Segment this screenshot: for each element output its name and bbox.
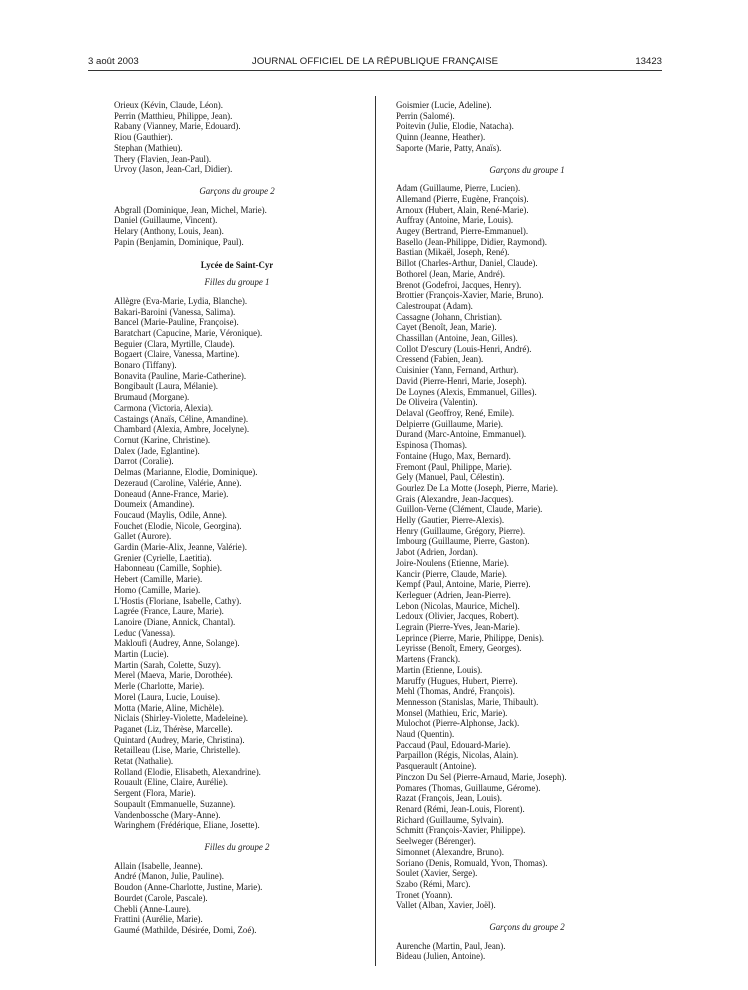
list-item: Bongibault (Laura, Mélanie). [114, 381, 218, 392]
list-item: Lebon (Nicolas, Maurice, Michel). [396, 600, 520, 611]
list-item: Augey (Bertrand, Pierre-Emmanuel). [396, 226, 529, 237]
list-item: Pasquerault (Antoine). [396, 761, 477, 772]
list-item: Bonaro (Tiffany). [114, 360, 177, 371]
list-item: Chebli (Anne-Laure). [114, 903, 191, 914]
list-item: Leprince (Pierre, Marie, Philippe, Denis). [396, 632, 544, 643]
list-item: Chambard (Alexia, Ambre, Jocelyne). [114, 424, 250, 435]
list-item: Gaumé (Mathilde, Désirée, Domi, Zoé). [114, 924, 257, 935]
list-item: Adam (Guillaume, Pierre, Lucien). [396, 183, 521, 194]
list-item: Legrain (Pierre-Yves, Jean-Marie). [396, 622, 520, 633]
list-item: Homo (Camille, Marie). [114, 584, 201, 595]
list-item: Hebert (Camille, Marie). [114, 574, 203, 585]
list-item: Perrin (Matthieu, Philippe, Jean). [114, 110, 233, 121]
list-item: Cassagne (Johann, Christian). [396, 311, 502, 322]
list-item: Brenot (Godefroi, Jacques, Henry). [396, 279, 522, 290]
list-item: Basello (Jean-Philippe, Didier, Raymond). [396, 236, 547, 247]
list-item: Martens (Franck). [396, 654, 461, 665]
list-item: Frattini (Aurélie, Marie). [114, 914, 203, 925]
list-item: Leyrisse (Benoît, Emery, Georges). [396, 643, 522, 654]
list-item: Doneaud (Anne-France, Marie). [114, 488, 229, 499]
list-item: Tronet (Yoann). [396, 889, 453, 900]
list-item: Delaval (Geoffroy, René, Emile). [396, 407, 515, 418]
list-item: Quinn (Jeanne, Heather). [396, 132, 486, 143]
list-item: Fouchet (Elodie, Nicole, Georgina). [114, 520, 242, 531]
list-item: Simonnet (Alexandre, Bruno). [396, 846, 504, 857]
list-item: Guillon-Verne (Clément, Claude, Marie). [396, 504, 543, 515]
list-item: Dalex (Jade, Eglantine). [114, 445, 200, 456]
list-item: Soulet (Xavier, Serge). [396, 868, 478, 879]
list-item: Habonneau (Camille, Sophie). [114, 563, 222, 574]
group-heading: Garçons du groupe 2 [199, 185, 275, 196]
list-item: Martin (Lucie). [114, 649, 169, 660]
list-item: Calestroupat (Adam). [396, 300, 473, 311]
list-item: Jabot (Adrien, Jordan). [396, 547, 478, 558]
list-item: Parpaillon (Régis, Nicolas, Alain). [396, 750, 519, 761]
list-item: Abgrall (Dominique, Jean, Michel, Marie). [114, 204, 267, 215]
list-item: Monsel (Mathieu, Eric, Marie). [396, 707, 508, 718]
group-heading: Garçons du groupe 2 [489, 922, 565, 933]
list-item: Papin (Benjamin, Dominique, Paul). [114, 236, 244, 247]
list-item: Grenier (Cyrielle, Laetitia). [114, 552, 212, 563]
list-item: Doumeix (Amandine). [114, 499, 195, 510]
list-item: Gely (Manuel, Paul, Célestin). [396, 472, 505, 483]
list-item: Morel (Laura, Lucie, Louise). [114, 691, 220, 702]
list-item: Schmitt (François-Xavier, Philippe). [396, 825, 526, 836]
list-item: Stephan (Mathieu). [114, 142, 183, 153]
column-divider [375, 96, 376, 966]
list-item: Beguier (Clara, Myrtille, Claude). [114, 338, 235, 349]
list-item: Cornut (Karine, Christine). [114, 434, 211, 445]
list-item: Lanoire (Diane, Annick, Chantal). [114, 616, 236, 627]
list-item: Gallet (Aurore). [114, 531, 172, 542]
list-item: Bothorel (Jean, Marie, André). [396, 268, 505, 279]
list-item: Bancel (Marie-Pauline, Françoise). [114, 317, 239, 328]
list-item: Pinczon Du Sel (Pierre-Arnaud, Marie, Joseph). [396, 771, 567, 782]
list-item: Perrin (Salomé). [396, 110, 455, 121]
list-item: Martin (Etienne, Louis). [396, 664, 483, 675]
list-item: Cuisinier (Yann, Fernand, Arthur). [396, 365, 519, 376]
page-number: 13423 [635, 56, 662, 67]
list-item: L'Hostis (Floriane, Isabelle, Cathy). [114, 595, 242, 606]
list-item: Goismier (Lucie, Adeline). [396, 100, 492, 110]
list-item: Bastian (Mikaël, Joseph, René). [396, 247, 510, 258]
list-item: Helary (Anthony, Louis, Jean). [114, 226, 224, 237]
header-rule [88, 70, 662, 71]
list-item: Brottier (François-Xavier, Marie, Bruno). [396, 290, 544, 301]
list-item: Vandenbossche (Mary-Anne). [114, 809, 221, 820]
list-item: Saporte (Marie, Patty, Anaïs). [396, 142, 502, 153]
list-item: Bakari-Baroini (Vanessa, Salima). [114, 306, 236, 317]
list-item: Poitevin (Julie, Elodie, Natacha). [396, 121, 514, 132]
list-item: Makloufi (Audrey, Anne, Solange). [114, 638, 240, 649]
list-item: Retat (Nathalie). [114, 756, 174, 767]
list-item: Merle (Charlotte, Marie). [114, 681, 205, 692]
list-item: Foucaud (Maylis, Odile, Anne). [114, 509, 227, 520]
list-item: Durand (Marc-Antoine, Emmanuel). [396, 429, 527, 440]
list-item: Thery (Flavien, Jean-Paul). [114, 153, 212, 164]
list-item: Darrot (Coralie). [114, 456, 174, 467]
school-heading: Lycée de Saint-Cyr [200, 260, 274, 271]
list-item: Gardin (Marie-Alix, Jeanne, Valérie). [114, 542, 247, 553]
list-item: Billot (Charles-Arthur, Daniel, Claude). [396, 258, 538, 269]
list-item: Richard (Guillaume, Sylvain). [396, 814, 504, 825]
list-item: Castaings (Anaïs, Céline, Amandine). [114, 413, 249, 424]
list-item: Cressend (Fabien, Jean). [396, 354, 484, 365]
list-item: Baratchart (Capucine, Marie, Véronique). [114, 327, 263, 338]
list-item: Kempf (Paul, Antoine, Marie, Pierre). [396, 579, 531, 590]
list-item: Quintard (Audrey, Marie, Christina). [114, 734, 245, 745]
list-item: Grais (Alexandre, Jean-Jacques). [396, 493, 514, 504]
list-item: Mennesson (Stanislas, Marie, Thibault). [396, 696, 539, 707]
list-item: Soupault (Emmanuelle, Suzanne). [114, 798, 236, 809]
list-item: Waringhem (Frédérique, Eliane, Josette). [114, 820, 260, 831]
list-item: Paccaud (Paul, Edouard-Marie). [396, 739, 511, 750]
left-column [114, 100, 360, 936]
list-item: Carmona (Victoria, Alexia). [114, 402, 214, 413]
list-item: Bogaert (Claire, Vanessa, Martine). [114, 349, 240, 360]
list-item: Paganet (Liz, Thérèse, Marcelle). [114, 723, 233, 734]
list-item: Dezeraud (Caroline, Valérie, Anne). [114, 477, 242, 488]
list-item: Boudon (Anne-Charlotte, Justine, Marie). [114, 882, 263, 893]
list-item: Riou (Gauthier). [114, 132, 173, 143]
list-item: Gourlez De La Motte (Joseph, Pierre, Marie). [396, 482, 558, 493]
list-item: Razat (François, Jean, Louis). [396, 793, 502, 804]
list-item: Allègre (Eva-Marie, Lydia, Blanche). [114, 295, 248, 306]
list-item: Merel (Maeva, Marie, Dorothée). [114, 670, 233, 681]
page-header [88, 56, 662, 68]
list-item: Arnoux (Hubert, Alain, René-Marie). [396, 204, 529, 215]
list-item: Rabany (Vianney, Marie, Edouard). [114, 121, 241, 132]
list-item: Auffray (Antoine, Marie, Louis). [396, 215, 514, 226]
list-item: Renard (Rémi, Jean-Louis, Florent). [396, 804, 525, 814]
list-item: Lagrée (France, Laure, Marie). [114, 606, 224, 617]
list-item: Cayet (Benoît, Jean, Marie). [396, 322, 497, 333]
list-item: De Oliveira (Valentin). [396, 397, 478, 408]
list-item: Chassillan (Antoine, Jean, Gilles). [396, 333, 518, 344]
list-item: Orieux (Kévin, Claude, Léon). [114, 100, 223, 110]
list-item: Fontaine (Hugo, Max, Bernard). [396, 450, 511, 461]
list-item: Szabo (Rémi, Marc). [396, 878, 471, 889]
list-item: Joire-Noulens (Etienne, Marie). [396, 557, 509, 568]
list-item: Allain (Isabelle, Jeanne). [114, 860, 203, 871]
publication-date: 3 août 2003 [88, 56, 139, 67]
list-item: Vallet (Alban, Xavier, Joël). [396, 900, 496, 911]
list-item: Daniel (Guillaume, Vincent). [114, 215, 218, 226]
list-item: Bourdet (Carole, Pascale). [114, 892, 208, 903]
list-item: Niclais (Shirley-Violette, Madeleine). [114, 713, 249, 724]
right-column [396, 100, 658, 962]
list-item: Bideau (Julien, Antoine). [396, 951, 486, 962]
list-item: Maruffy (Hugues, Hubert, Pierre). [396, 675, 518, 686]
list-item: Urvoy (Jason, Jean-Carl, Didier). [114, 164, 233, 175]
list-item: Leduc (Vanessa). [114, 627, 176, 638]
group-heading: Filles du groupe 1 [204, 277, 270, 288]
list-item: Rouault (Eline, Claire, Aurélie). [114, 777, 228, 788]
list-item: Retailleau (Lise, Marie, Christelle). [114, 745, 241, 756]
journal-title: JOURNAL OFFICIEL DE LA RÉPUBLIQUE FRANÇAISE [251, 56, 499, 67]
list-item: Pomares (Thomas, Guillaume, Gérome). [396, 782, 541, 793]
list-item: Sergent (Flora, Marie). [114, 788, 196, 799]
list-item: Kancir (Pierre, Claude, Marie). [396, 568, 507, 579]
group-heading: Filles du groupe 2 [204, 842, 270, 852]
list-item: Seelweger (Bérenger). [396, 836, 476, 847]
list-item: Henry (Guillaume, Grégory, Pierre). [396, 525, 526, 536]
list-item: Allemand (Pierre, Eugène, François). [396, 193, 529, 204]
list-item: Mulochot (Pierre-Alphonse, Jack). [396, 718, 520, 729]
list-item: Collot D'escury (Louis-Henri, André). [396, 343, 532, 354]
list-item: De Loynes (Alexis, Emmanuel, Gilles). [396, 386, 537, 397]
list-item: Martin (Sarah, Colette, Suzy). [114, 659, 221, 670]
list-item: David (Pierre-Henri, Marie, Joseph). [396, 375, 527, 386]
list-item: Delpierre (Guillaume, Marie). [396, 418, 503, 429]
list-item: Delmas (Marianne, Elodie, Dominique). [114, 467, 258, 478]
list-item: Motta (Marie, Aline, Michèle). [114, 702, 224, 713]
list-item: Brumaud (Morgane). [114, 392, 190, 403]
group-heading: Garçons du groupe 1 [489, 164, 565, 175]
list-item: Ledoux (Olivier, Jacques, Robert). [396, 611, 519, 622]
list-item: Fremont (Paul, Philippe, Marie). [396, 461, 512, 472]
list-item: Aurenche (Martin, Paul, Jean). [396, 940, 506, 951]
list-item: Soriano (Denis, Romuald, Yvon, Thomas). [396, 857, 548, 868]
list-item: Kerleguer (Adrien, Jean-Pierre). [396, 589, 511, 600]
list-item: Rolland (Elodie, Elisabeth, Alexandrine). [114, 766, 261, 777]
list-item: Espinosa (Thomas). [396, 440, 467, 451]
list-item: André (Manon, Julie, Pauline). [114, 871, 224, 882]
list-item: Helly (Gautier, Pierre-Alexis). [396, 515, 505, 526]
list-item: Mehl (Thomas, André, François). [396, 686, 515, 697]
list-item: Naud (Quentin). [396, 729, 455, 740]
list-item: Imbourg (Guillaume, Pierre, Gaston). [396, 536, 530, 547]
list-item: Bonavita (Pauline, Marie-Catherine). [114, 370, 247, 381]
